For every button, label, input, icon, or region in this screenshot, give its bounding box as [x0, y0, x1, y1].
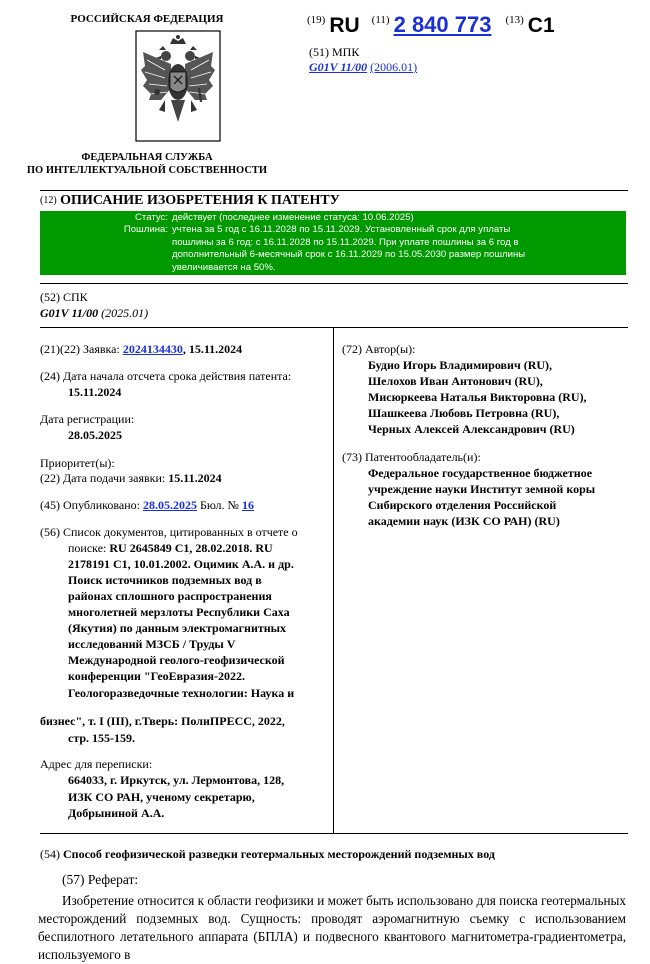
- author-1: Шелохов Иван Антонович (RU),: [368, 374, 543, 388]
- spk-code-line: [40, 305, 148, 321]
- code-11: (11): [371, 14, 390, 26]
- author-4: Черных Алексей Александрович (RU): [368, 422, 575, 436]
- term-date: 15.11.2024: [68, 385, 122, 399]
- priority-label: Приоритет(ы):: [40, 456, 115, 470]
- mpk-block: [309, 45, 417, 75]
- column-divider: [333, 327, 334, 833]
- application-date: , 15.11.2024: [182, 342, 243, 356]
- invention-title-text: Способ геофизической разведки геотермальных месторождений подземных вод: [63, 847, 495, 861]
- status-box: [40, 211, 626, 275]
- spk-code: G01V 11/00: [40, 306, 99, 320]
- divider-top: [40, 190, 628, 191]
- divider-spk: [40, 283, 628, 284]
- holder-label: (73) Патентообладатель(и):: [342, 450, 481, 464]
- cited-line-1: 2178191 C1, 10.01.2002. Оцимик А.А. и др.: [68, 557, 294, 571]
- status-label: Статус:: [135, 212, 168, 223]
- invention-code: (54): [40, 847, 60, 861]
- cited-first-line: [68, 540, 273, 556]
- registration-date: 28.05.2025: [68, 428, 122, 442]
- fee-line-3: дополнительный 6-месячный срок с 16.11.2029 по 15.05.2030 размер пошлины: [172, 249, 526, 260]
- fee-line-2: пошлины за 6 год: с 16.11.2028 по 15.11.2029. При уплате пошлины за 6 год в: [172, 236, 519, 248]
- published-date-link[interactable]: 28.05.2025: [142, 498, 197, 512]
- fee-line-4: увеличивается на 50%.: [172, 261, 276, 273]
- address-line-1: ИЗК СО РАН, ученому секретарю,: [68, 790, 255, 804]
- patent-number-link[interactable]: 2 840 773: [393, 12, 492, 37]
- term-label: (24) Дата начала отсчета срока действия патента:: [40, 369, 292, 383]
- fee-label: Пошлина:: [123, 224, 168, 235]
- holder-line-3: академии наук (ИЗК СО РАН) (RU): [368, 514, 560, 528]
- filing-line: [40, 470, 222, 486]
- abstract-label: (57) Реферат:: [62, 872, 139, 887]
- code-19: (19): [307, 14, 326, 26]
- author-2: Мисюркеева Наталья Викторовна (RU),: [368, 390, 587, 404]
- code-13: (13): [505, 14, 524, 26]
- cited-line-9: Геологоразведочные технологии: Наука и: [68, 686, 295, 700]
- cited-line-3: районах сплошного распространения: [68, 589, 272, 603]
- kind-code: C1: [527, 14, 555, 37]
- cited-line-5: (Якутия) по данным электромагнитных: [68, 621, 287, 635]
- published-line: [40, 497, 254, 513]
- cited-line-7: Международной геолого-геофизической: [68, 653, 285, 667]
- application-line: [40, 341, 242, 357]
- coat-of-arms-icon: [135, 30, 221, 142]
- mpk-code-link[interactable]: G01V 11/00: [309, 60, 368, 74]
- published-label: (45) Опубликовано:: [40, 498, 140, 512]
- cited-line-4: многолетней мерзлоты Республики Саха: [68, 605, 290, 619]
- filing-date: 15.11.2024: [168, 471, 222, 485]
- address-label: Адрес для переписки:: [40, 757, 153, 771]
- agency-line-1: ФЕДЕРАЛЬНАЯ СЛУЖБА: [81, 152, 213, 163]
- spk-version: (2025.01): [101, 306, 149, 320]
- cited-line-8: конференции "ГеоЕвразия-2022.: [68, 669, 246, 683]
- filing-label: (22) Дата подачи заявки:: [40, 471, 166, 485]
- fee-line-1: учтена за 5 год с 16.11.2028 по 15.11.2029. Установленный срок для уплаты: [172, 224, 511, 235]
- cited-tail-line-2: стр. 155-159.: [68, 731, 136, 745]
- agency-name: [10, 151, 284, 177]
- cited-line-6: исследований МЗСБ / Труды V: [68, 637, 236, 651]
- authors-label: (72) Автор(ы):: [342, 342, 416, 356]
- cited-tail-line-1: бизнес", т. I (III), г.Тверь: ПолиПРЕСС, 2022,: [40, 714, 285, 728]
- document-title-text: ОПИСАНИЕ ИЗОБРЕТЕНИЯ К ПАТЕНТУ: [60, 193, 340, 208]
- address-line-0: 664033, г. Иркутск, ул. Лермонтова, 128,: [68, 773, 285, 787]
- spk-label: (52) СПК: [40, 290, 88, 304]
- code-12: (12): [40, 195, 57, 206]
- application-number-link[interactable]: 2024134430: [122, 342, 183, 356]
- bulletin-label: Бюл. №: [199, 498, 239, 512]
- patent-number-line: [307, 12, 555, 46]
- divider-main: [40, 327, 628, 328]
- country-code: RU: [329, 14, 360, 37]
- address-line-2: Добрыниной А.А.: [68, 806, 165, 820]
- holder-line-0: Федеральное государственное бюджетное: [368, 466, 593, 480]
- abstract-text: Изобретение относится к области геофизики и может быть использовано для поиска геотермальных месторождений подземных вод. Сущность: проводят аэромагнитную съемку с использованием беспилотного летательного аппарата (БПЛА) и подвесного квантового магнитометра-градиентометра, используемого в: [38, 893, 626, 962]
- status-value: действует (последнее изменение статуса: 10.06.2025): [172, 212, 414, 223]
- mpk-label: (51) МПК: [309, 45, 360, 59]
- holder-line-2: Сибирского отделения Российской: [368, 498, 557, 512]
- document-title: [40, 193, 340, 209]
- bulletin-number-link[interactable]: 16: [241, 498, 254, 512]
- invention-title: [40, 846, 495, 862]
- holder-line-1: учреждение науки Институт земной коры: [368, 482, 596, 496]
- cited-line-2: Поиск источников подземных вод в: [68, 573, 262, 587]
- agency-line-2: ПО ИНТЕЛЛЕКТУАЛЬНОЙ СОБСТВЕННОСТИ: [26, 165, 268, 176]
- country-name: РОССИЙСКАЯ ФЕДЕРАЦИЯ: [70, 13, 224, 25]
- cited-line-0: RU 2645849 C1, 28.02.2018. RU: [109, 541, 273, 555]
- divider-bottom: [40, 833, 628, 834]
- registration-label: Дата регистрации:: [40, 412, 135, 426]
- cited-label-line-1: (56) Список документов, цитированных в отчете о: [40, 525, 298, 539]
- mpk-version-link[interactable]: (2006.01): [370, 60, 418, 74]
- application-label: (21)(22) Заявка:: [40, 342, 120, 356]
- author-0: Будио Игорь Владимирович (RU),: [368, 358, 553, 372]
- author-3: Шашкеева Любовь Петровна (RU),: [368, 406, 560, 420]
- cited-label-line-2: поиске:: [68, 541, 107, 555]
